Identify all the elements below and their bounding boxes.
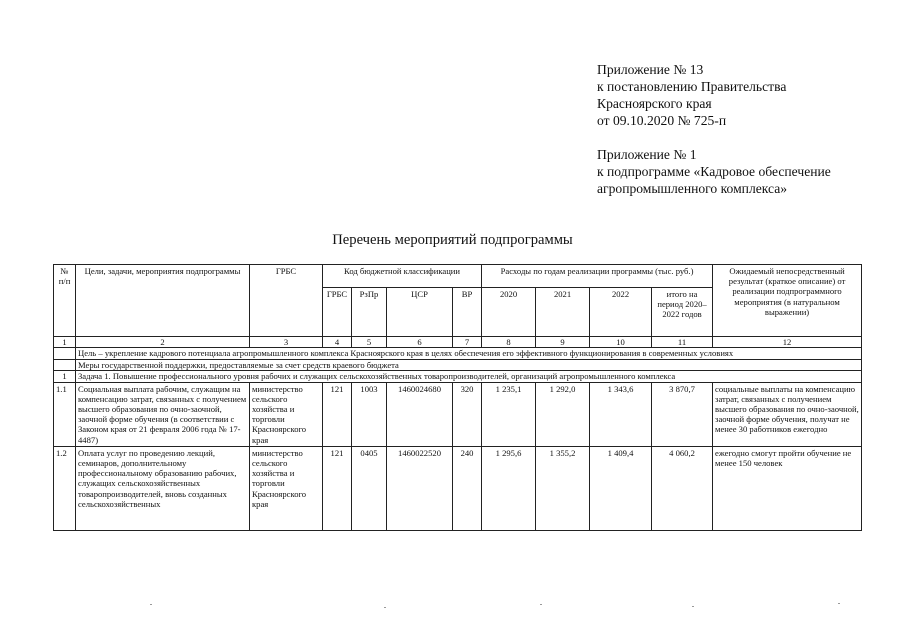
goal-text: Цель – укрепление кадрового потенциала агропромышленного комплекса Красноярского края в целях обеспечения его эффективного функционирования в современных условиях [76, 348, 862, 360]
table-row [54, 382, 862, 446]
header-line: Приложение № 1 [597, 147, 697, 162]
goal-row [54, 348, 862, 360]
column-number: 10 [590, 337, 652, 348]
column-number: 4 [323, 337, 352, 348]
row-result: ежегодно смогут пройти обучение не менее 150 человек [713, 446, 862, 530]
header-line: Красноярского края [597, 96, 712, 111]
support-text: Меры государственной поддержки, предоставляемые за счет средств краевого бюджета [76, 359, 862, 371]
table-row [54, 446, 862, 530]
header-line: к подпрограмме «Кадровое обеспечение [597, 164, 831, 179]
row-result: социальные выплаты на компенсацию затрат, связанных с получением высшего образования по очно-заочной, заочной форме обучения, получат не менее 30 работников ежегодно [713, 382, 862, 446]
header-row [54, 265, 862, 288]
row-total: 4 060,2 [652, 446, 713, 530]
row-vr: 240 [453, 446, 482, 530]
col-header-grbs: ГРБС [250, 265, 323, 337]
subheader-grbs: ГРБС [323, 288, 352, 337]
column-number: 12 [713, 337, 862, 348]
header-line: от 09.10.2020 № 725-п [597, 113, 727, 128]
row-total: 3 870,7 [652, 382, 713, 446]
subheader-2021: 2021 [536, 288, 590, 337]
scan-speck [692, 606, 694, 607]
column-number: 3 [250, 337, 323, 348]
column-numbers-row [54, 337, 862, 348]
header-line: агропромышленного комплекса» [597, 181, 788, 196]
column-number: 9 [536, 337, 590, 348]
support-row [54, 359, 862, 371]
scan-speck [150, 604, 152, 605]
col-header-expenses: Расходы по годам реализации программы (тыс. руб.) [482, 265, 713, 288]
task-text: Задача 1. Повышение профессионального уровня рабочих и служащих сельскохозяйственных товаропроизводителей, организаций агропромышленного комплекса [76, 371, 862, 383]
row-2020: 1 235,1 [482, 382, 536, 446]
row-rzpr: 1003 [352, 382, 387, 446]
col-header-goals: Цели, задачи, мероприятия подпрограммы [76, 265, 250, 337]
col-header-num: № п/п [54, 265, 76, 337]
subheader-rzpr: РзПр [352, 288, 387, 337]
row-2021: 1 355,2 [536, 446, 590, 530]
header-line: к постановлению Правительства [597, 79, 787, 94]
subheader-2020: 2020 [482, 288, 536, 337]
header-line: Приложение № 13 [597, 62, 704, 77]
appendix-13-note [597, 61, 786, 129]
task-row [54, 371, 862, 383]
scan-speck [838, 603, 840, 604]
column-number: 11 [652, 337, 713, 348]
column-number: 7 [453, 337, 482, 348]
column-number: 6 [387, 337, 453, 348]
row-rzpr: 0405 [352, 446, 387, 530]
row-grbs-code: 121 [323, 446, 352, 530]
row-2020: 1 295,6 [482, 446, 536, 530]
subheader-2022: 2022 [590, 288, 652, 337]
row-csr: 1460024680 [387, 382, 453, 446]
measures-table [53, 264, 862, 531]
row-text: Оплата услуг по проведению лекций, семинаров, дополнительному профессиональному образованию рабочих, служащих сельскохозяйственных товаропроизводителей, вновь созданных сельскохозяйственных [76, 446, 250, 530]
row-num: 1.1 [54, 382, 76, 446]
row-text: Социальная выплата рабочим, служащим на компенсацию затрат, связанных с получением высшего образования по очно-заочной, заочной форме обучения (в соответствии с Законом края от 21 февраля 2006 года № 17-4487) [76, 382, 250, 446]
column-number: 2 [76, 337, 250, 348]
subheader-vr: ВР [453, 288, 482, 337]
subheader-csr: ЦСР [387, 288, 453, 337]
row-2022: 1 409,4 [590, 446, 652, 530]
row-grbs: министерство сельского хозяйства и торговли Красноярского края [250, 446, 323, 530]
col-header-result: Ожидаемый непосредственный результат (краткое описание) от реализации подпрограммного мероприятия (в натуральном выражении) [713, 265, 862, 337]
task-num: 1 [54, 371, 76, 383]
row-vr: 320 [453, 382, 482, 446]
appendix-1-note [597, 146, 831, 197]
subheader-total: итого на период 2020–2022 годов [652, 288, 713, 337]
row-csr: 1460022520 [387, 446, 453, 530]
row-num: 1.2 [54, 446, 76, 530]
col-header-budget-code: Код бюджетной классификации [323, 265, 482, 288]
column-number: 1 [54, 337, 76, 348]
column-number: 8 [482, 337, 536, 348]
row-2022: 1 343,6 [590, 382, 652, 446]
row-grbs-code: 121 [323, 382, 352, 446]
scan-speck [540, 604, 542, 605]
column-number: 5 [352, 337, 387, 348]
row-2021: 1 292,0 [536, 382, 590, 446]
row-grbs: министерство сельского хозяйства и торговли Красноярского края [250, 382, 323, 446]
scan-speck [384, 607, 386, 608]
document-title: Перечень мероприятий подпрограммы [332, 232, 573, 248]
